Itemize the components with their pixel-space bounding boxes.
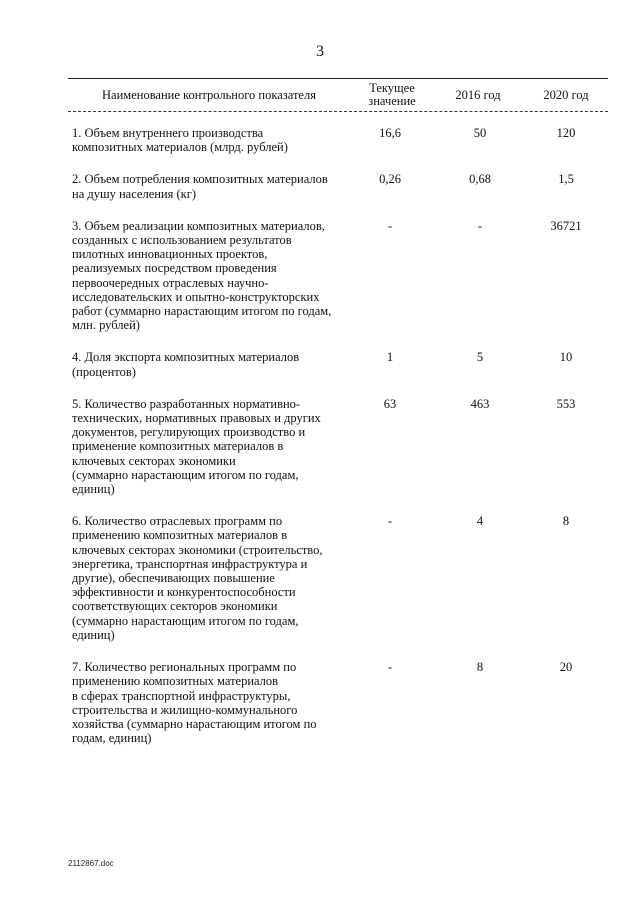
document-filename: 2112867.doc bbox=[68, 859, 114, 868]
value-2016: 5 bbox=[476, 350, 484, 365]
table-row bbox=[68, 514, 608, 642]
value-2020: 553 bbox=[556, 396, 576, 411]
value-2020: 20 bbox=[559, 660, 573, 675]
value-2020: 1,5 bbox=[558, 172, 574, 187]
header-current-value: Текущее значение bbox=[368, 81, 416, 108]
value-2016: 4 bbox=[476, 514, 484, 529]
table-row bbox=[68, 350, 608, 378]
value-2020: 120 bbox=[556, 126, 576, 140]
value-2016: 463 bbox=[470, 396, 490, 411]
current-value: - bbox=[387, 514, 393, 529]
value-2016: 8 bbox=[476, 660, 484, 675]
current-value: 0,26 bbox=[379, 172, 401, 187]
current-value: 63 bbox=[383, 396, 397, 411]
value-2020: 10 bbox=[559, 350, 573, 365]
current-value: 1 bbox=[386, 350, 394, 365]
header-indicator-name: Наименование контрольного показателя bbox=[102, 87, 316, 102]
table-header bbox=[68, 78, 608, 112]
header-year-2016: 2016 год bbox=[455, 87, 501, 102]
indicator-name: 1. Объем внутреннего производства композитных материалов (млрд. рублей) bbox=[72, 126, 288, 155]
table-row bbox=[68, 219, 608, 333]
value-2016: - bbox=[477, 218, 483, 233]
current-value: - bbox=[387, 660, 393, 675]
page-number: 3 bbox=[316, 43, 324, 60]
table-body bbox=[68, 126, 608, 763]
indicator-name: 4. Доля экспорта композитных материалов (процентов) bbox=[72, 350, 300, 379]
value-2020: 8 bbox=[562, 514, 570, 529]
table-row bbox=[68, 126, 608, 154]
table-row bbox=[68, 660, 608, 745]
indicator-name: 3. Объем реализации композитных материалов, созданных с использованием результатов пилотных инновационных проектов, реализуемых посредством проведения первоочередных отраслевых научно- исследовательских и опытно-конструкторских работ (суммарно нарастающим итогом по годам, млн. рублей) bbox=[72, 218, 332, 333]
current-value: 16,6 bbox=[379, 126, 401, 140]
indicator-name: 6. Количество отраслевых программ по применению композитных материалов в ключевых секторах экономики (строительство, энергетика, транспортная инфраструктура и другие), обеспечивающих повышение эффективности и конкурентоспособности соответствующих секторов экономики (суммарно нарастающим итогом по годам, единиц) bbox=[72, 514, 323, 642]
current-value: - bbox=[387, 218, 393, 233]
header-year-2020: 2020 год bbox=[543, 87, 589, 102]
value-2016: 50 bbox=[473, 126, 487, 140]
value-2020: 36721 bbox=[550, 218, 582, 233]
table-row bbox=[68, 397, 608, 496]
indicator-name: 7. Количество региональных программ по применению композитных материалов в сферах транспортной инфраструктуры, строительства и жилищно-коммунального хозяйства (суммарно нарастающим итогом по годам, единиц) bbox=[72, 660, 317, 746]
table-header-rule bbox=[68, 111, 608, 112]
indicator-name: 2. Объем потребления композитных материалов на душу населения (кг) bbox=[72, 172, 328, 201]
indicator-name: 5. Количество разработанных нормативно- технических, нормативных правовых и других документов, регулирующих производство и применение композитных материалов в ключевых секторах экономики (суммарно нарастающим итогом по годам, единиц) bbox=[72, 396, 321, 497]
value-2016: 0,68 bbox=[469, 172, 491, 187]
table-row bbox=[68, 172, 608, 200]
